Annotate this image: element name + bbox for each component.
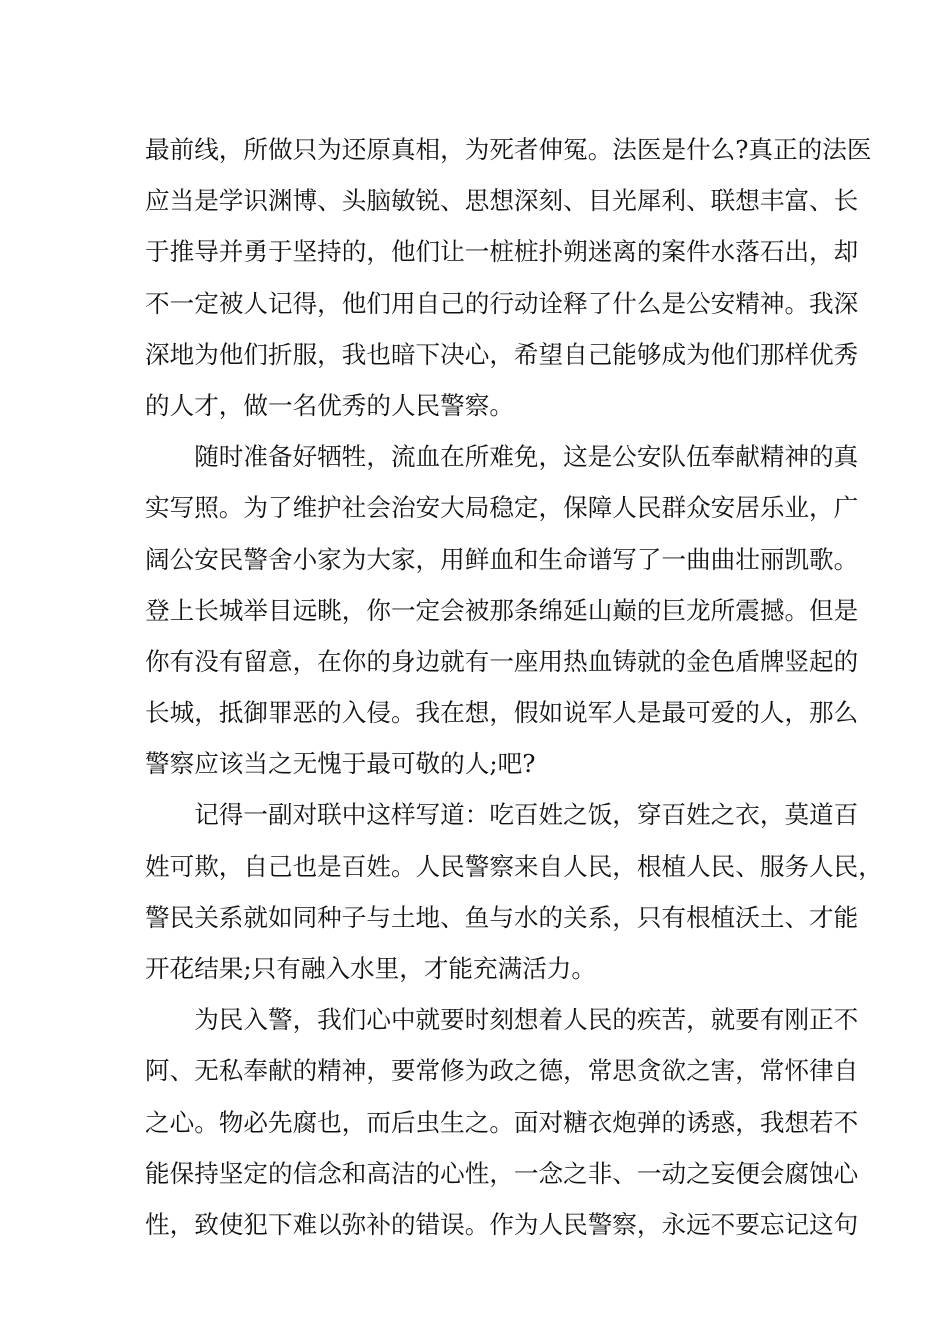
text-line: 警民关系就如同种子与土地、鱼与水的关系，只有根植沃土、才能 [145, 902, 859, 932]
text-line: 性，致使犯下难以弥补的错误。作为人民警察，永远不要忘记这句 [145, 1209, 859, 1239]
text-line: 为民入警，我们心中就要时刻想着人民的疾苦，就要有刚正不 [145, 1005, 859, 1035]
text-line: 记得一副对联中这样写道：吃百姓之饭，穿百姓之衣，莫道百 [145, 800, 859, 830]
text-line: 警察应该当之无愧于最可敬的人;吧? [145, 749, 536, 779]
text-line: 实写照。为了维护社会治安大局稳定，保障人民群众安居乐业，广 [145, 493, 859, 523]
paragraph-3 [145, 789, 883, 994]
text-line: 登上长城举目远眺，你一定会被那条绵延山巅的巨龙所震撼。但是 [145, 595, 859, 625]
text-line: 能保持坚定的信念和高洁的心性，一念之非、一动之妄便会腐蚀心 [145, 1158, 859, 1188]
paragraph-2 [145, 431, 859, 789]
text-line: 你有没有留意，在你的身边就有一座用热血铸就的金色盾牌竖起的 [145, 646, 859, 676]
text-line: 最前线，所做只为还原真相，为死者伸冤。法医是什么?真正的法医 [145, 135, 872, 164]
text-line: 长城，抵御罪恶的入侵。我在想，假如说军人是最可爱的人，那么 [145, 698, 859, 728]
text-line: 随时准备好牺牲，流血在所难免，这是公安队伍奉献精神的真 [145, 442, 859, 472]
document-body [145, 124, 883, 1250]
text-line: 于推导并勇于坚持的，他们让一桩桩扑朔迷离的案件水落石出，却 [145, 237, 859, 267]
text-line: 不一定被人记得，他们用自己的行动诠释了什么是公安精神。我深 [145, 288, 859, 318]
text-line: 应当是学识渊博、头脑敏锐、思想深刻、目光犀利、联想丰富、长 [145, 186, 859, 216]
text-line: 开花结果;只有融入水里，才能充满活力。 [145, 954, 596, 983]
text-line: 深地为他们折服，我也暗下决心，希望自己能够成为他们那样优秀 [145, 339, 859, 369]
paragraph-1 [145, 124, 872, 431]
text-line: 阔公安民警舍小家为大家，用鲜血和生命谱写了一曲曲壮丽凯歌。 [145, 544, 859, 574]
text-line: 之心。物必先腐也，而后虫生之。面对糖衣炮弹的诱惑，我想若不 [145, 1107, 859, 1137]
text-line: 的人才，做一名优秀的人民警察。 [145, 390, 514, 420]
text-line: 阿、无私奉献的精神，要常修为政之德，常思贪欲之害，常怀律自 [145, 1056, 859, 1086]
paragraph-4 [145, 994, 859, 1250]
text-line: 姓可欺，自己也是百姓。人民警察来自人民，根植人民、服务人民， [145, 851, 883, 881]
